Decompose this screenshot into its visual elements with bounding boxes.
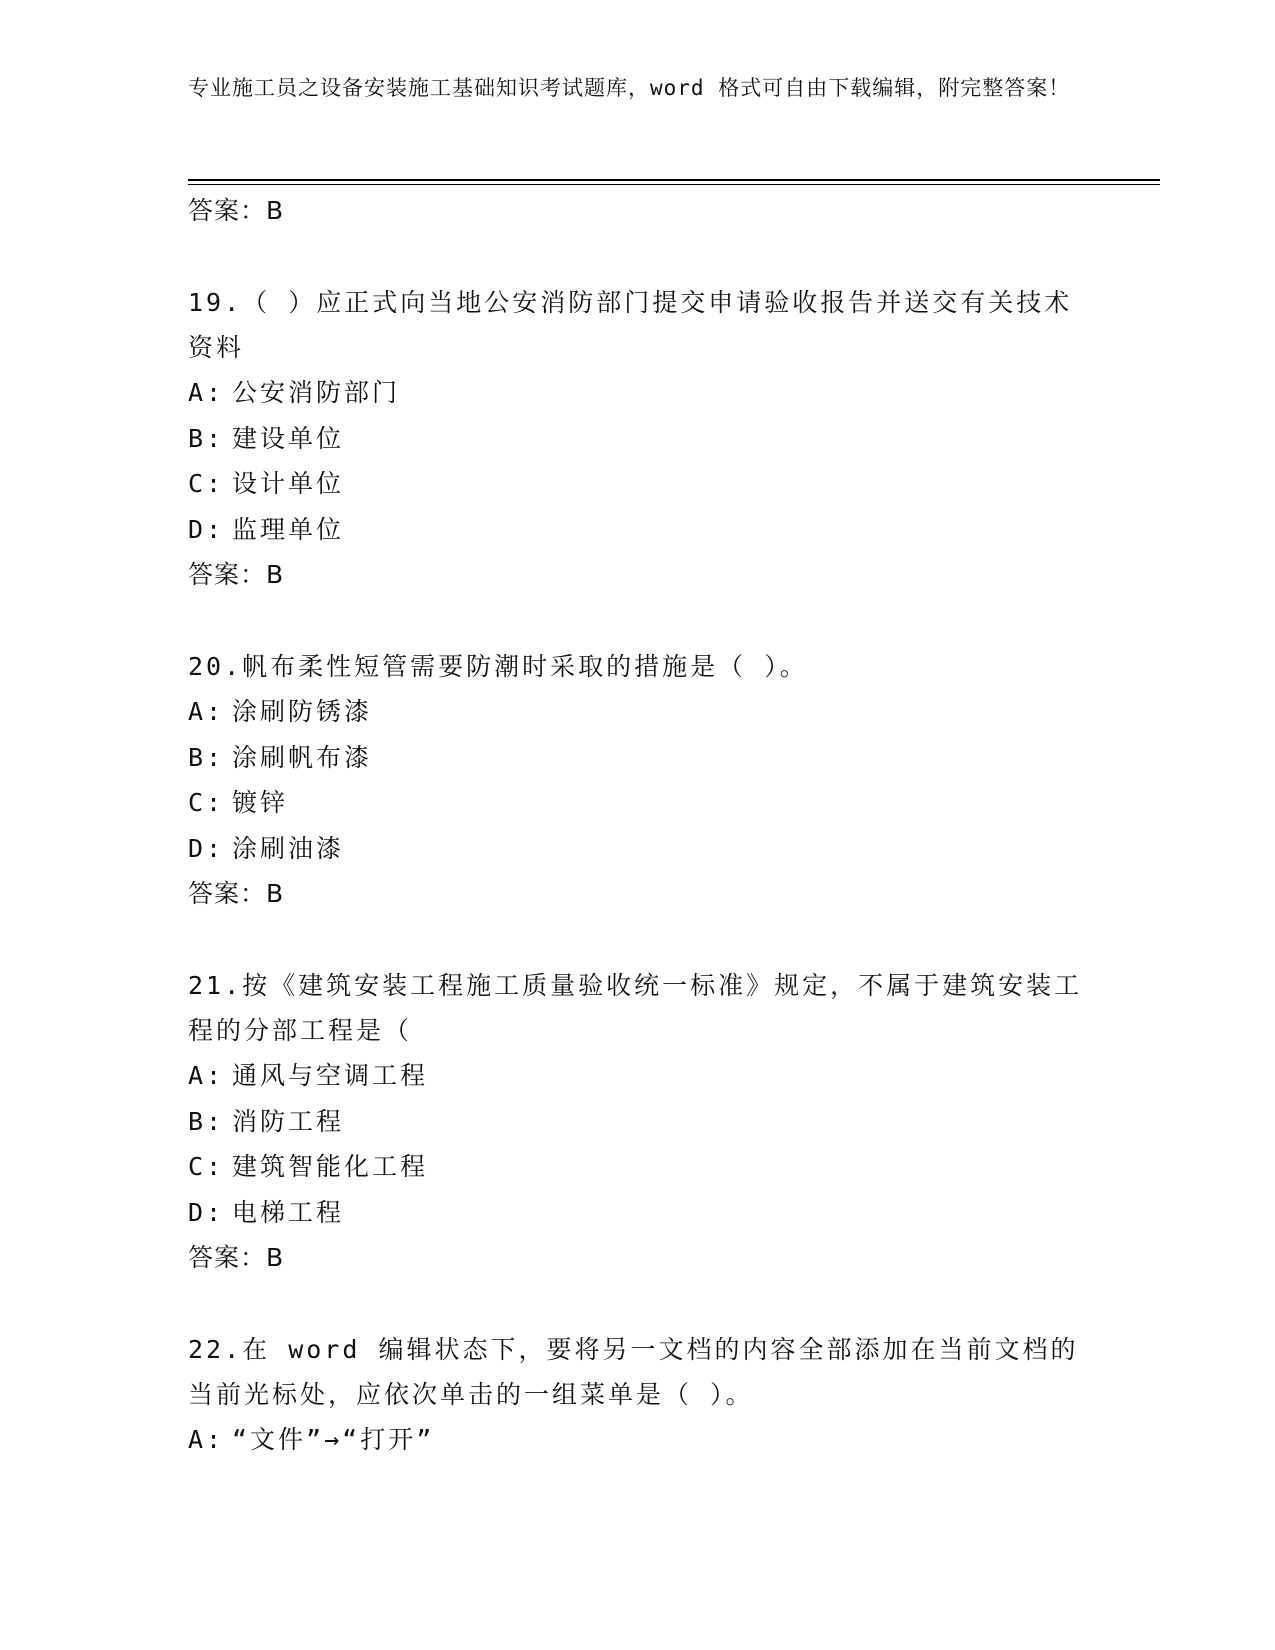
option-text: 建筑智能化工程 (232, 1152, 429, 1181)
question-block (188, 644, 1088, 917)
question-text: 19.（ ）应正式向当地公安消防部门提交申请验收报告并送交有关技术资料 (188, 288, 1073, 362)
question-block (188, 1327, 1088, 1463)
option-text: 涂刷帆布漆 (232, 742, 373, 772)
question-text: 21.按《建筑安装工程施工质量验收统一标准》规定，不属于建筑安装工程的分部工程是（ (188, 971, 1083, 1045)
option-letter: A: (188, 378, 225, 407)
option-d (188, 1190, 1088, 1236)
option-text: 监理单位 (232, 514, 345, 544)
option-letter: C: (188, 1152, 225, 1181)
option-letter: A: (188, 1425, 225, 1454)
document-header: 专业施工员之设备安装施工基础知识考试题库，word 格式可自由下载编辑，附完整答案！ (188, 76, 1071, 100)
option-a (188, 370, 1088, 416)
option-letter: C: (188, 788, 225, 817)
question-list (188, 188, 1088, 1463)
option-text: 镀锌 (232, 788, 289, 817)
question-text: 20.帆布柔性短管需要防潮时采取的措施是（ ）。 (188, 652, 808, 681)
option-a (188, 1053, 1088, 1099)
option-a (188, 1417, 1088, 1463)
option-letter: B: (188, 423, 225, 453)
answer-line: 答案：B (188, 1243, 285, 1272)
option-text: 通风与空调工程 (232, 1061, 429, 1090)
answer-line: 答案：B (188, 560, 285, 589)
option-text: 公安消防部门 (232, 378, 401, 407)
option-text: 涂刷油漆 (232, 833, 345, 863)
option-d (188, 507, 1088, 553)
header-rule-thick (188, 179, 1160, 181)
option-b (188, 1099, 1088, 1145)
option-c (188, 461, 1088, 507)
option-letter: B: (188, 742, 225, 772)
option-letter: B: (188, 1106, 225, 1136)
question-text: 22.在 word 编辑状态下，要将另一文档的内容全部添加在当前文档的当前光标处，应依次单击的一组菜单是（ ）。 (188, 1335, 1079, 1409)
option-text: “文件”→“打开” (232, 1425, 435, 1454)
option-text: 设计单位 (232, 469, 345, 498)
answer-line: 答案：B (188, 196, 285, 225)
answer-line: 答案：B (188, 879, 285, 908)
option-d (188, 826, 1088, 872)
question-block (188, 963, 1088, 1281)
option-text: 建设单位 (232, 423, 345, 453)
option-letter: D: (188, 1197, 225, 1227)
option-a (188, 689, 1088, 735)
option-letter: D: (188, 833, 225, 863)
header-rule-thin (188, 184, 1160, 185)
option-letter: D: (188, 514, 225, 544)
option-text: 电梯工程 (232, 1197, 345, 1227)
question-block (188, 280, 1088, 598)
option-letter: C: (188, 469, 225, 498)
option-letter: A: (188, 1061, 225, 1090)
option-text: 消防工程 (232, 1106, 345, 1136)
option-text: 涂刷防锈漆 (232, 697, 373, 726)
option-b (188, 416, 1088, 462)
option-letter: A: (188, 697, 225, 726)
option-c (188, 1144, 1088, 1190)
option-b (188, 735, 1088, 781)
option-c (188, 780, 1088, 826)
